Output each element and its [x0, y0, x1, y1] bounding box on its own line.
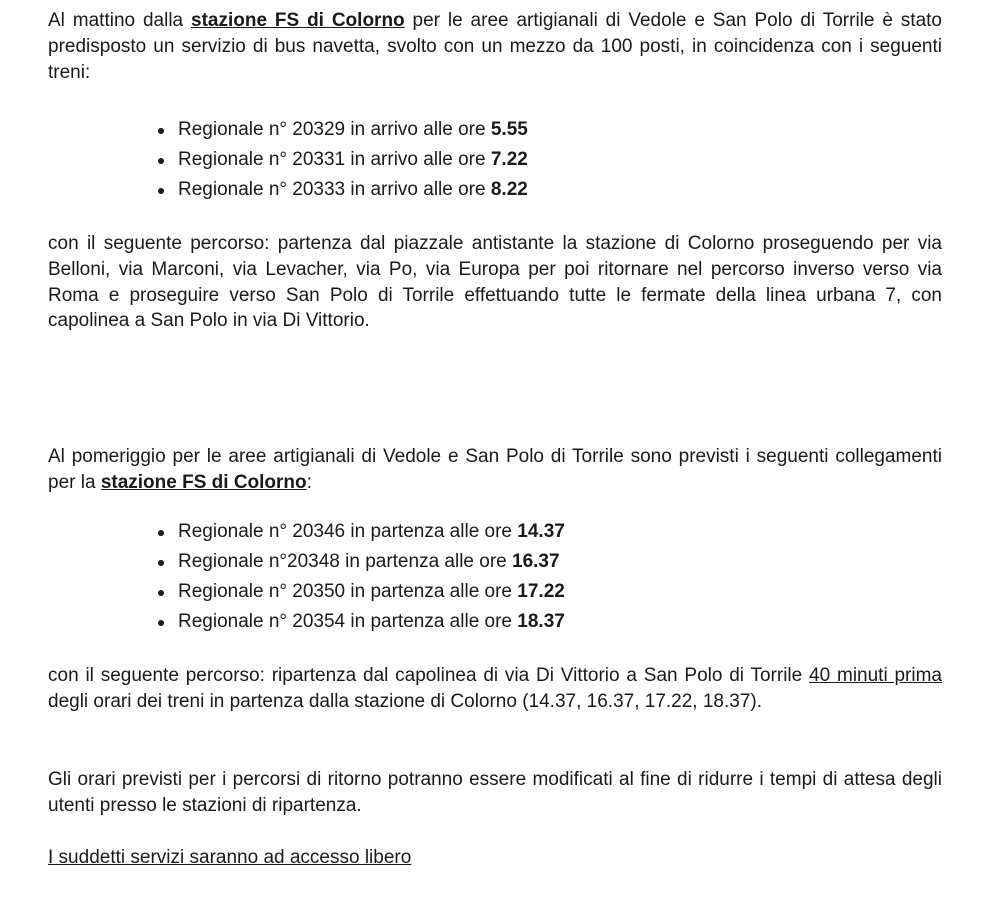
morning-station-name: stazione FS di Colorno [191, 10, 405, 31]
afternoon-station-name: stazione FS di Colorno [100, 471, 307, 493]
list-item [158, 579, 565, 609]
train-label: Regionale n° 20354 in partenza alle ore [178, 611, 518, 632]
afternoon-intro [48, 444, 942, 496]
train-label: Regionale n° 20329 in arrivo alle ore [178, 119, 491, 140]
train-label: Regionale n° 20333 in arrivo alle ore [178, 179, 491, 200]
morning-intro-pre: Al mattino dalla [48, 10, 191, 31]
list-item [158, 147, 528, 177]
afternoon-intro-pre: Al pomeriggio per le aree artigianali di Vedole e San Polo di Torrile sono previsti i seguenti collegamenti per la [48, 446, 942, 493]
train-time: 17.22 [517, 581, 565, 602]
access-note: I suddetti servizi saranno ad accesso libero [48, 847, 412, 868]
train-time: 14.37 [517, 521, 565, 542]
list-item [158, 609, 565, 639]
morning-train-list [158, 117, 528, 207]
afternoon-route-pre: con il seguente percorso: ripartenza dal capolinea di via Di Vittorio a San Polo di Torrile [48, 665, 810, 686]
train-label: Regionale n° 20346 in partenza alle ore [178, 521, 518, 542]
train-time: 5.55 [490, 119, 528, 140]
train-time: 8.22 [490, 179, 528, 200]
list-item [158, 549, 565, 579]
afternoon-route-emphasis: 40 minuti prima [809, 665, 942, 686]
train-label: Regionale n° 20350 in partenza alle ore [178, 581, 518, 602]
list-item [158, 177, 528, 207]
afternoon-train-list [158, 519, 565, 639]
morning-intro-post: per le aree artigianali di Vedole e San Polo di Torrile è stato predisposto un servizio di bus navetta, svolto con un mezzo da 100 posti, in coincidenza con i seguenti treni: [48, 10, 942, 83]
morning-route: con il seguente percorso: partenza dal piazzale antistante la stazione di Colorno proseguendo per via Belloni, via Marconi, via Levacher, via Po, via Europa per poi ritornare nel percorso inverso verso via Roma e proseguire verso San Polo di Torrile effettuando tutte le fermate della linea urbana 7, con capolinea a San Polo in via Di Vittorio. [48, 233, 942, 332]
morning-intro [48, 8, 942, 85]
train-time: 7.22 [490, 149, 528, 170]
afternoon-intro-post: : [306, 471, 312, 493]
list-item [158, 117, 528, 147]
list-item [158, 519, 565, 549]
afternoon-route-post: degli orari dei treni in partenza dalla stazione di Colorno (14.37, 16.37, 17.22, 18.37). [48, 690, 763, 712]
return-note: Gli orari previsti per i percorsi di ritorno potranno essere modificati al fine di ridurre i tempi di attesa degli utenti presso le stazioni di ripartenza. [48, 769, 942, 816]
afternoon-route [48, 663, 942, 715]
train-time: 18.37 [517, 611, 565, 632]
train-label: Regionale n° 20331 in arrivo alle ore [178, 149, 491, 170]
train-label: Regionale n°20348 in partenza alle ore [178, 551, 513, 572]
train-time: 16.37 [512, 551, 560, 572]
